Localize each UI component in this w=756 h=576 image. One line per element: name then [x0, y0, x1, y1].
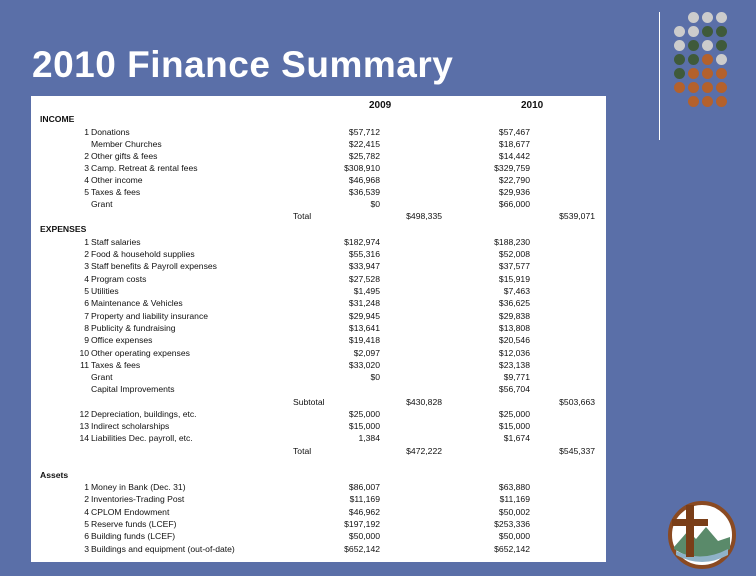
value-2009: $29,945 — [348, 311, 380, 321]
row-number: 3 — [84, 261, 89, 271]
value-2009: $0 — [370, 372, 380, 382]
row-label: Taxes & fees — [91, 187, 141, 197]
row-number: 12 — [79, 409, 89, 419]
table-row — [31, 285, 606, 297]
table-row — [31, 493, 606, 505]
value-2010: $36,625 — [498, 298, 530, 308]
row-number: 2 — [84, 151, 89, 161]
table-row — [31, 518, 606, 530]
row-number: 4 — [84, 507, 89, 517]
row-number: 11 — [80, 360, 89, 370]
value-2010: $22,790 — [498, 175, 530, 185]
table-row — [31, 408, 606, 420]
value-2010: $15,919 — [498, 274, 530, 284]
value-2010: $15,000 — [498, 421, 530, 431]
row-label: Taxes & fees — [91, 360, 141, 370]
slide-title: 2010 Finance Summary — [32, 44, 454, 85]
row-number: 5 — [84, 519, 89, 529]
value-2010: $9,771 — [503, 372, 530, 382]
decorative-dot — [716, 12, 727, 23]
table-row — [31, 150, 606, 162]
divider-line — [659, 12, 660, 140]
row-number: 2 — [84, 249, 89, 259]
value-2010: $20,546 — [498, 335, 530, 345]
value-2009: $2,097 — [353, 348, 380, 358]
row-label: Reserve funds (LCEF) — [91, 519, 177, 529]
value-2009: $46,962 — [348, 507, 380, 517]
value-2010: $56,704 — [498, 384, 530, 394]
decorative-dot — [702, 54, 713, 65]
total-2009: $498,335 — [406, 211, 442, 221]
value-2010: $11,169 — [499, 494, 530, 504]
value-2010: $50,002 — [498, 507, 530, 517]
value-2010: $12,036 — [498, 348, 530, 358]
total-2009: $472,222 — [406, 446, 442, 456]
row-label: Maintenance & Vehicles — [91, 298, 183, 308]
decorative-dot — [674, 26, 685, 37]
value-2009: $197,192 — [344, 519, 380, 529]
table-row — [31, 210, 606, 222]
value-2009: 1,384 — [358, 433, 380, 443]
row-label: Indirect scholarships — [91, 421, 170, 431]
decorative-dot — [702, 40, 713, 51]
table-row — [31, 223, 606, 235]
value-2010: $57,467 — [498, 127, 530, 137]
section-header: EXPENSES — [40, 224, 87, 234]
decorative-dot — [702, 26, 713, 37]
row-number: 4 — [84, 274, 89, 284]
value-2009: $50,000 — [348, 531, 380, 541]
row-number: 5 — [84, 286, 89, 296]
table-row — [31, 248, 606, 260]
row-label: Other operating expenses — [91, 348, 190, 358]
total-label: Subtotal — [293, 397, 325, 407]
table-row — [31, 334, 606, 346]
value-2009: $13,641 — [348, 323, 380, 333]
total-2010: $545,337 — [559, 446, 595, 456]
value-2009: $36,539 — [348, 187, 380, 197]
decorative-dot — [688, 54, 699, 65]
row-number: 6 — [84, 531, 89, 541]
table-row — [31, 396, 606, 408]
value-2010: $25,000 — [498, 409, 530, 419]
value-2009: $182,974 — [344, 237, 380, 247]
table-row — [31, 236, 606, 248]
row-label: CPLOM Endowment — [91, 507, 170, 517]
table-row — [31, 126, 606, 138]
decorative-dot — [688, 12, 699, 23]
decorative-dot — [688, 40, 699, 51]
row-label: Other income — [91, 175, 143, 185]
row-label: Other gifts & fees — [91, 151, 158, 161]
value-2009: $55,316 — [348, 249, 380, 259]
value-2010: $7,463 — [503, 286, 530, 296]
row-number: 8 — [84, 323, 89, 333]
table-row — [31, 113, 606, 125]
finance-table — [31, 96, 606, 562]
total-2010: $539,071 — [559, 211, 595, 221]
table-row — [31, 138, 606, 150]
row-label: Inventories-Trading Post — [91, 494, 185, 504]
row-label: Buildings and equipment (out-of-date) — [91, 544, 235, 554]
row-label: Grant — [91, 372, 113, 382]
decorative-dot — [702, 82, 713, 93]
table-row — [31, 432, 606, 444]
row-number: 1 — [84, 127, 89, 137]
column-header-2009: 2009 — [369, 100, 392, 111]
value-2009: $86,007 — [348, 482, 380, 492]
value-2009: $1,495 — [353, 286, 380, 296]
decorative-dot — [702, 68, 713, 79]
row-label: Depreciation, buildings, etc. — [91, 409, 197, 419]
row-number: 10 — [79, 348, 89, 358]
row-number: 7 — [84, 311, 89, 321]
value-2009: $0 — [370, 199, 380, 209]
table-row — [31, 359, 606, 371]
value-2010: $14,442 — [498, 151, 530, 161]
decorative-dot — [674, 54, 685, 65]
value-2009: $57,712 — [348, 127, 380, 137]
decorative-dot — [688, 68, 699, 79]
value-2010: $13,808 — [498, 323, 530, 333]
table-row — [31, 310, 606, 322]
value-2010: $188,230 — [494, 237, 530, 247]
row-number: 1 — [84, 237, 89, 247]
decorative-dot — [688, 82, 699, 93]
row-number: 14 — [79, 433, 89, 443]
row-label: Publicity & fundraising — [91, 323, 176, 333]
section-header: Assets — [40, 470, 69, 480]
row-label: Property and liability insurance — [91, 311, 209, 321]
value-2009: $25,782 — [348, 151, 380, 161]
value-2009: $308,910 — [344, 163, 380, 173]
table-row — [31, 469, 606, 481]
table-row — [31, 162, 606, 174]
row-label: Capital Improvements — [91, 384, 175, 394]
decorative-dot — [716, 68, 727, 79]
row-label: Office expenses — [91, 335, 153, 345]
row-number: 1 — [84, 482, 89, 492]
decorative-dot — [716, 40, 727, 51]
decorative-dot — [716, 96, 727, 107]
row-number: 3 — [84, 544, 89, 554]
row-label: Member Churches — [91, 139, 162, 149]
value-2009: $31,248 — [348, 298, 380, 308]
table-row — [31, 198, 606, 210]
decorative-dot — [716, 26, 727, 37]
value-2010: $23,138 — [498, 360, 530, 370]
value-2009: $22,415 — [348, 139, 380, 149]
value-2010: $37,577 — [498, 261, 530, 271]
row-label: Staff salaries — [91, 237, 141, 247]
value-2009: $33,947 — [348, 261, 380, 271]
value-2010: $652,142 — [494, 544, 530, 554]
value-2010: $18,677 — [498, 139, 530, 149]
row-label: Building funds (LCEF) — [91, 531, 176, 541]
total-2010: $503,663 — [559, 397, 595, 407]
row-number: 9 — [84, 335, 89, 345]
table-row — [31, 260, 606, 272]
table-row — [31, 322, 606, 334]
value-2010: $66,000 — [498, 199, 530, 209]
value-2010: $253,336 — [494, 519, 530, 529]
row-number: 4 — [84, 175, 89, 185]
total-label: Total — [293, 211, 312, 221]
value-2009: $652,142 — [344, 544, 380, 554]
total-label: Total — [293, 446, 312, 456]
table-row — [31, 420, 606, 432]
value-2010: $50,000 — [498, 531, 530, 541]
decorative-dot — [674, 68, 685, 79]
row-label: Utilities — [91, 286, 119, 296]
value-2009: $19,418 — [348, 335, 380, 345]
decorative-dot — [674, 82, 685, 93]
row-label: Staff benefits & Payroll expenses — [91, 261, 217, 271]
section-header: INCOME — [40, 114, 75, 124]
value-2010: $29,936 — [498, 187, 530, 197]
value-2009: $46,968 — [348, 175, 380, 185]
column-header-2010: 2010 — [521, 100, 544, 111]
table-row — [31, 445, 606, 457]
value-2010: $63,880 — [498, 482, 530, 492]
table-row — [31, 543, 606, 555]
row-number: 2 — [84, 494, 89, 504]
table-row — [31, 347, 606, 359]
value-2009: $15,000 — [348, 421, 380, 431]
table-row — [31, 186, 606, 198]
value-2010: $1,674 — [503, 433, 530, 443]
table-row — [31, 273, 606, 285]
table-row — [31, 481, 606, 493]
table-row — [31, 506, 606, 518]
value-2009: $27,528 — [348, 274, 380, 284]
value-2010: $329,759 — [494, 163, 530, 173]
decorative-dot — [716, 54, 727, 65]
table-row — [31, 383, 606, 395]
row-number: 6 — [84, 298, 89, 308]
table-row — [31, 530, 606, 542]
decorative-dot — [674, 40, 685, 51]
table-row — [31, 371, 606, 383]
value-2010: $52,008 — [498, 249, 530, 259]
value-2009: $11,169 — [349, 494, 380, 504]
row-label: Liabilities Dec. payroll, etc. — [91, 433, 193, 443]
decorative-dot — [688, 96, 699, 107]
decorative-dot — [702, 12, 713, 23]
row-label: Donations — [91, 127, 130, 137]
row-label: Camp. Retreat & rental fees — [91, 163, 198, 173]
total-2009: $430,828 — [406, 397, 442, 407]
row-number: 3 — [84, 163, 89, 173]
value-2009: $25,000 — [348, 409, 380, 419]
row-label: Grant — [91, 199, 113, 209]
row-label: Food & household supplies — [91, 249, 195, 259]
row-number: 13 — [79, 421, 89, 431]
row-label: Money in Bank (Dec. 31) — [91, 482, 186, 492]
table-row — [31, 297, 606, 309]
church-logo-icon — [662, 497, 738, 569]
row-number: 5 — [84, 187, 89, 197]
decorative-dot — [688, 26, 699, 37]
value-2009: $33,020 — [348, 360, 380, 370]
decorative-dot — [716, 82, 727, 93]
decorative-dot — [702, 96, 713, 107]
value-2010: $29,838 — [498, 311, 530, 321]
row-label: Program costs — [91, 274, 147, 284]
table-row — [31, 174, 606, 186]
